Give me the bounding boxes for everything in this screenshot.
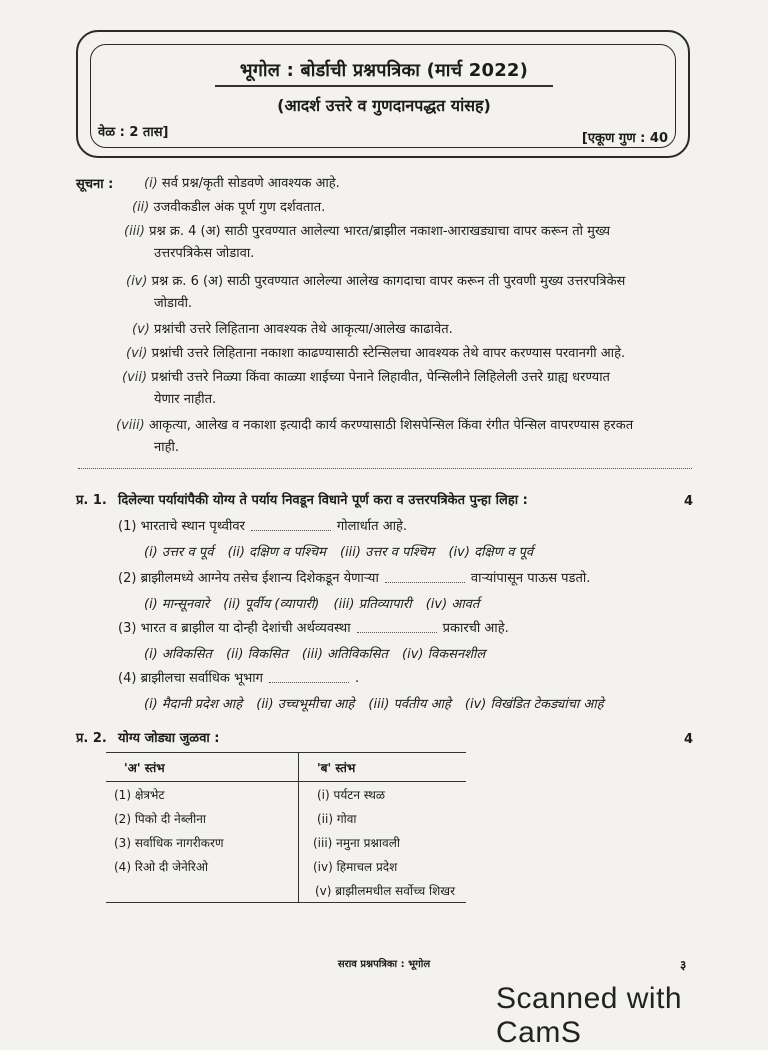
- exam-time: वेळ : 2 तास]: [98, 125, 169, 140]
- table-row: [106, 782, 466, 807]
- instruction-item: (iv) प्रश्न क्र. 6 (अ) साठी पुरवण्यात आलेल्या आलेख कागदाचा वापर करून ती पुरवणी मुख्य उत्तरपत्रिकेस: [126, 274, 626, 289]
- instruction-item: (vii) प्रश्नांची उत्तरे निळ्या किंवा काळ्या शाईच्या पेनाने लिहावीत, पेन्सिलीने लिहिलेली उत्तरे ग्राह्य धरण्यात: [122, 370, 610, 385]
- q1-sub-1-options: (i) उत्तर व पूर्व (ii) दक्षिण व पश्चिम (iii) उत्तर व पश्चिम (iv) दक्षिण व पूर्व: [144, 545, 534, 560]
- instruction-item: (i) सर्व प्रश्न/कृती सोडवणे आवश्यक आहे.: [144, 176, 340, 191]
- instruction-item-cont: येणार नाहीत.: [154, 392, 217, 407]
- instruction-item-cont: जोडावी.: [154, 296, 193, 311]
- column-b-cell: (iv) हिमाचल प्रदेश: [313, 859, 398, 874]
- table-row: [106, 878, 466, 903]
- column-a-cell: (2) पिको दी नेब्लीना: [106, 806, 299, 830]
- q1-sub-2-options: (i) मान्सूनवारे (ii) पूर्वीय (व्यापारी) (iii) प्रतिव्यापारी (iv) आवर्त: [144, 597, 480, 612]
- question-2-number: प्र. 2.: [76, 731, 107, 746]
- q1-sub-1: (1) भारताचे स्थान पृथ्वीवर गोलार्धात आहे.: [118, 519, 408, 534]
- question-1-text: दिलेल्या पर्यायांपैकी योग्य ते पर्याय निवडून विधाने पूर्ण करा व उत्तरपत्रिकेत पुन्हा लिहा :: [118, 493, 528, 508]
- match-table: [106, 752, 466, 903]
- title-underline: [215, 85, 553, 87]
- column-a-cell: (3) सर्वाधिक नागरीकरण: [106, 830, 299, 854]
- answer-blank: [251, 522, 331, 531]
- instruction-item: (vi) प्रश्नांची उत्तरे लिहिताना नकाशा काढण्यासाठी स्टेन्सिलचा आवश्यक तेथे वापर करण्यास परवानगी आहे.: [126, 346, 626, 361]
- footer-text: सराव प्रश्नपत्रिका : भूगोल: [337, 959, 431, 970]
- q1-sub-4-options: (i) मैदानी प्रदेश आहे (ii) उच्चभूमीचा आहे (iii) पर्वतीय आहे (iv) विखंडित टेकड्यांचा आहे: [144, 697, 604, 712]
- instruction-item: (iii) प्रश्न क्र. 4 (अ) साठी पुरवण्यात आलेल्या भारत/ब्राझील नकाशा-आराखड्याचा वापर करून तो मुख्य: [124, 224, 611, 239]
- answer-blank: [357, 624, 437, 633]
- q1-sub-3: (3) भारत व ब्राझील या दोन्ही देशांची अर्थव्यवस्था प्रकारची आहे.: [118, 621, 509, 636]
- scanner-watermark: Scanned with CamS: [496, 982, 683, 1049]
- instruction-item: (v) प्रश्नांची उत्तरे लिहिताना आवश्यक तेथे आकृत्या/आलेख काढावेत.: [132, 322, 453, 337]
- question-1-number: प्र. 1.: [76, 493, 107, 508]
- column-a-header: 'अ' स्तंभ: [106, 753, 299, 782]
- q1-sub-4: (4) ब्राझीलचा सर्वाधिक भूभाग .: [118, 671, 360, 686]
- column-b-cell: (ii) गोवा: [317, 811, 357, 826]
- q1-sub-3-options: (i) अविकसित (ii) विकसित (iii) अतिविकसित (iv) विकसनशील: [144, 647, 486, 662]
- instructions-heading: सूचना :: [76, 177, 114, 192]
- question-2-text: योग्य जोड्या जुळवा :: [118, 731, 220, 746]
- q1-sub-2: (2) ब्राझीलमध्ये आग्नेय तसेच ईशान्य दिशेकडून येणाऱ्या वाऱ्यांपासून पाऊस पडतो.: [118, 571, 591, 586]
- instruction-item: (ii) उजवीकडील अंक पूर्ण गुण दर्शवतात.: [132, 200, 326, 215]
- column-b-cell: (v) ब्राझीलमधील सर्वोच्च शिखर: [299, 878, 467, 903]
- table-row: [106, 854, 466, 878]
- exam-subtitle: (आदर्श उत्तरे व गुणदानपद्धत यांसह): [277, 96, 491, 115]
- answer-blank: [269, 674, 349, 683]
- instruction-item: (viii) आकृत्या, आलेख व नकाशा इत्यादी कार्य करण्यासाठी शिसपेन्सिल किंवा रंगीत पेन्सिल वापरण्यास हरकत: [116, 418, 634, 433]
- column-a-cell: [106, 878, 299, 903]
- column-b-cell: (i) पर्यटन स्थळ: [317, 787, 386, 802]
- table-row: [106, 830, 466, 854]
- column-b-cell: (iii) नमुना प्रश्नावली: [313, 835, 400, 850]
- table-row: [106, 806, 466, 830]
- question-2-marks: 4: [684, 732, 694, 747]
- instruction-item-cont: उत्तरपत्रिकेस जोडावा.: [154, 246, 255, 261]
- page-number: ३: [680, 958, 687, 972]
- section-divider: [78, 468, 692, 469]
- instruction-item-cont: नाही.: [154, 440, 179, 455]
- column-a-cell: (4) रिओ दी जेनेरिओ: [106, 854, 299, 878]
- exam-title: भूगोल : बोर्डाची प्रश्नपत्रिका (मार्च 2022): [239, 60, 529, 81]
- question-1-marks: 4: [684, 494, 694, 509]
- exam-total-marks: [एकूण गुण : 40: [581, 131, 668, 146]
- answer-blank: [385, 574, 465, 583]
- column-a-cell: (1) क्षेत्रभेट: [106, 782, 299, 807]
- column-b-header: 'ब' स्तंभ: [299, 753, 467, 782]
